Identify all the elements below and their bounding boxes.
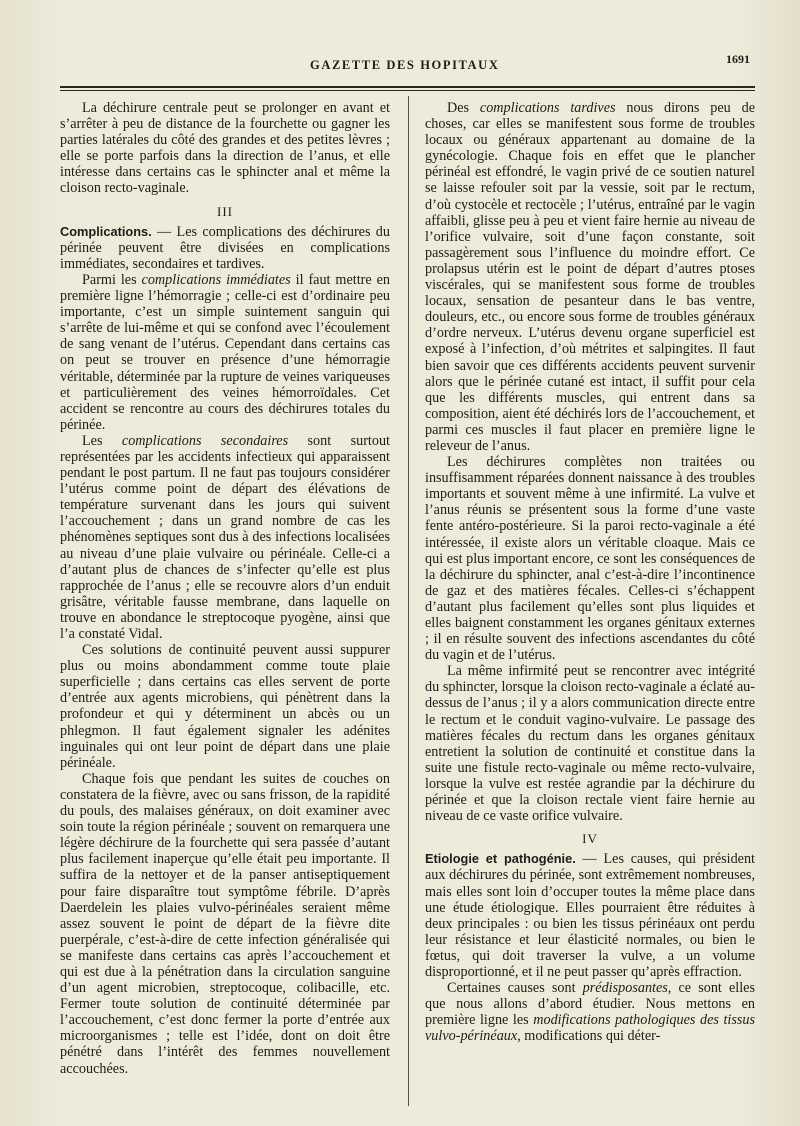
paragraph: Ces solutions de continuité peuvent aussi suppurer plus ou moins abondamment comme toute plaie superficielle ; dans certains cas elles servent de porte d’entrée aux agents microbiens, qui pénètrent dans la profondeur et qui y déterminent un abcès ou un phlegmon. Il faut également signaler les adénites inguinales qui ont leur point de départ dans une plaie périnéale. xyxy=(60,642,390,771)
run-in-heading: Etiologie et pathogénie. xyxy=(425,851,576,867)
italic-term: complications tardives xyxy=(479,100,616,116)
header-rule-thin xyxy=(60,90,755,91)
page-header xyxy=(60,52,760,86)
italic-term: prédisposantes xyxy=(582,980,668,997)
italic-term: modifications pathologiques des tissus vulvo-périnéaux xyxy=(425,1012,756,1045)
running-title: GAZETTE DES HOPITAUX xyxy=(310,58,500,72)
paragraph: Des complications tardives nous dirons peu de choses, car elles se manifestent sous forme de troubles locaux ou généraux appartenant au domaine de la gynécologie. Chaque fois en effet que le plancher périnéal est effondré, le vagin privé de ce soutien naturel se laisse refouler soit par la vessie, soit par le rectum, d’où cystocèle et rectocèle ; l’utérus, entraîné par le vagin affaibli, glisse peu à peu et vient faire hernie au niveau de l’orifice vulvaire, soit d’une façon constante, soit passagèrement sous l’influence du moindre effort. Ce prolapsus utérin est le point de départ d’autres ptoses viscérales, qui se manifestent sous forme de troubles locaux, sensation de pesanteur dans le bas ventre, douleurs, etc., ou encore sous forme de troubles généraux d’ordre nerveux. L’utérus devenu organe superficiel est exposé à l’infection, d’où métrites et salpingites. Il faut bien savoir que ces différents accidents peuvent survenir alors que le périnée cutané est intact, il suffit pour cela que les différents muscles, qui entrent dans sa composition, aient été déchirés lors de l’accouchement, et parmi ces muscles il faut placer en première ligne le releveur de l’anus. xyxy=(425,100,755,454)
section-number: IV xyxy=(582,831,598,847)
paragraph: Complications. — Les complications des déchirures du périnée peuvent être divisées en complications immédiates, secondaires et tardives. xyxy=(60,223,390,272)
run-in-heading: Complications. xyxy=(60,223,152,239)
right-column xyxy=(425,100,755,1044)
paragraph: Les déchirures complètes non traitées ou insuffisamment réparées donnent naissance à des troubles importants et souvent même à une infirmité. La vulve et l’anus réunis se présentent sous la forme d’une vaste fente antéro-postérieure. Si la paroi recto-vaginale a été intéressée, il existe alors un véritable cloaque. Mais ce qui est plus important encore, ce sont les conséquences de la déchirure du sphincter, anal c’est-à-dire l’incontinence de gaz et des matières fécales. Celles-ci s’échappent d’autant plus facilement qu’elles sont plus liquides et elles baignent constamment les organes génitaux externes ; il en résulte souvent des infections ascendantes du côté du vagin et de l’utérus. xyxy=(425,454,755,664)
section-number: III xyxy=(217,203,233,219)
paragraph: La même infirmité peut se rencontrer avec intégrité du sphincter, lorsque la cloison recto-vaginale a éclaté au-dessus de l’anus ; il y a alors communication directe entre le rectum et le conduit vagino-vulvaire. Le passage des matières fécales du rectum dans les organes génitaux entretient la solution de continuité et constitue dans la suite une fistule recto-vaginale ou même recto-vulvaire, lorsque la vulve est restée agrandie par la déchirure du périnée et que la cloison rectale vient faire hernie au niveau de ce vaste orifice vulvaire. xyxy=(425,663,755,825)
paragraph: Chaque fois que pendant les suites de couches on constatera de la fièvre, avec ou sans frisson, de la rapidité du pouls, des malaises généraux, on doit examiner avec soin toute la région périnéale ; souvent on remarquera une légère déchirure de la fourchette qui sera passée d’autant plus facilement inaperçue qu’elle était peu importante. Il suffira de la nettoyer et de la panser antiseptiquement pour faire disparaître tout symptôme fébrile. D’après Daerdelein les plaies vulvo-périnéales seraient même assez souvent le point de départ de la fièvre dite puerpérale, c’est-à-dire de cette infection généralisée qui se manifeste dans certains cas après l’accouchement et qui est due à la pénétration dans la circulation sanguine d’un agent microbien, streptocoque, colibacille, etc. Fermer toute solution de continuité déterminée par l’accouchement, c’est donc fermer la porte d’entrée aux microorganismes ; telle est l’idée, dont on doit être pénétré dans l’intérêt des femmes nouvellement accouchées. xyxy=(60,770,390,1077)
paragraph: Parmi les complications immédiates il faut mettre en première ligne l’hémorragie ; celle-ci est d’ordinaire peu importante, c’est un simple suintement sanguin qui s’arrête de lui-même et qui se confond avec l’écoulement de sang venant de l’utérus. Cependant dans certains cas on peut se trouver en présence d’une hémorragie véritable, déterminée par la rupture de veines variqueuses et particulièrement des veines hémorroïdales. Cet accident se rencontre au cours des déchirures totales du périnée. xyxy=(60,271,390,433)
paragraph: Etiologie et pathogénie. — Les causes, qui président aux déchirures du périnée, sont extrêmement nombreuses, mais elles sont loin d’occuper toutes la même place dans une étude étiologique. Elles pourraient être réduites à deux principales : ou bien les tissus périnéaux ont perdu leur résistance et leur élasticité normales, ou bien le fœtus, qui doit traverser la vulve, a un volume disproportionné, et il ne peut passer qu’après effraction. xyxy=(425,851,756,980)
column-divider xyxy=(408,96,409,1106)
italic-term: complications secondaires xyxy=(121,432,289,449)
paragraph: Les complications secondaires sont surtout représentées par les accidents infectieux qui apparaissent pendant le post partum. Il ne faut pas toujours considérer l’utérus comme point de départ des élévations de température survenant dans les jours qui suivent l’accouchement ; dans un grand nombre de cas les phénomènes septiques sont dus à des infections localisées au niveau d’une plaie vulvaire ou périnéale. Celle-ci a d’autant plus de chances de s’infecter qu’elle est plus rapprochée de l’anus ; elle se recouvre alors d’un enduit grisâtre, véritable fausse membrane, dans laquelle on trouve en abondance le streptocoque pyogène, ainsi que l’a constaté Vidal. xyxy=(60,432,390,642)
italic-term: complications immédiates xyxy=(141,271,291,288)
paragraph: Certaines causes sont prédisposantes, ce sont elles que nous allons d’abord étudier. Nous mettons en première ligne les modifications pathologiques des tissus vulvo-périnéaux, modifications qui déter- xyxy=(425,980,756,1045)
paragraph: La déchirure centrale peut se prolonger en avant et s’arrêter à peu de distance de la fourchette ou gagner les parties latérales du côté des grandes et des petites lèvres ; elle se porte parfois dans la direction de l’anus, et elle intéresse dans certains cas le sphincter anal et même la cloison recto-vaginale. xyxy=(60,100,390,197)
header-rule xyxy=(60,86,755,88)
left-column xyxy=(60,100,390,1077)
page-number: 1691 xyxy=(726,52,750,66)
